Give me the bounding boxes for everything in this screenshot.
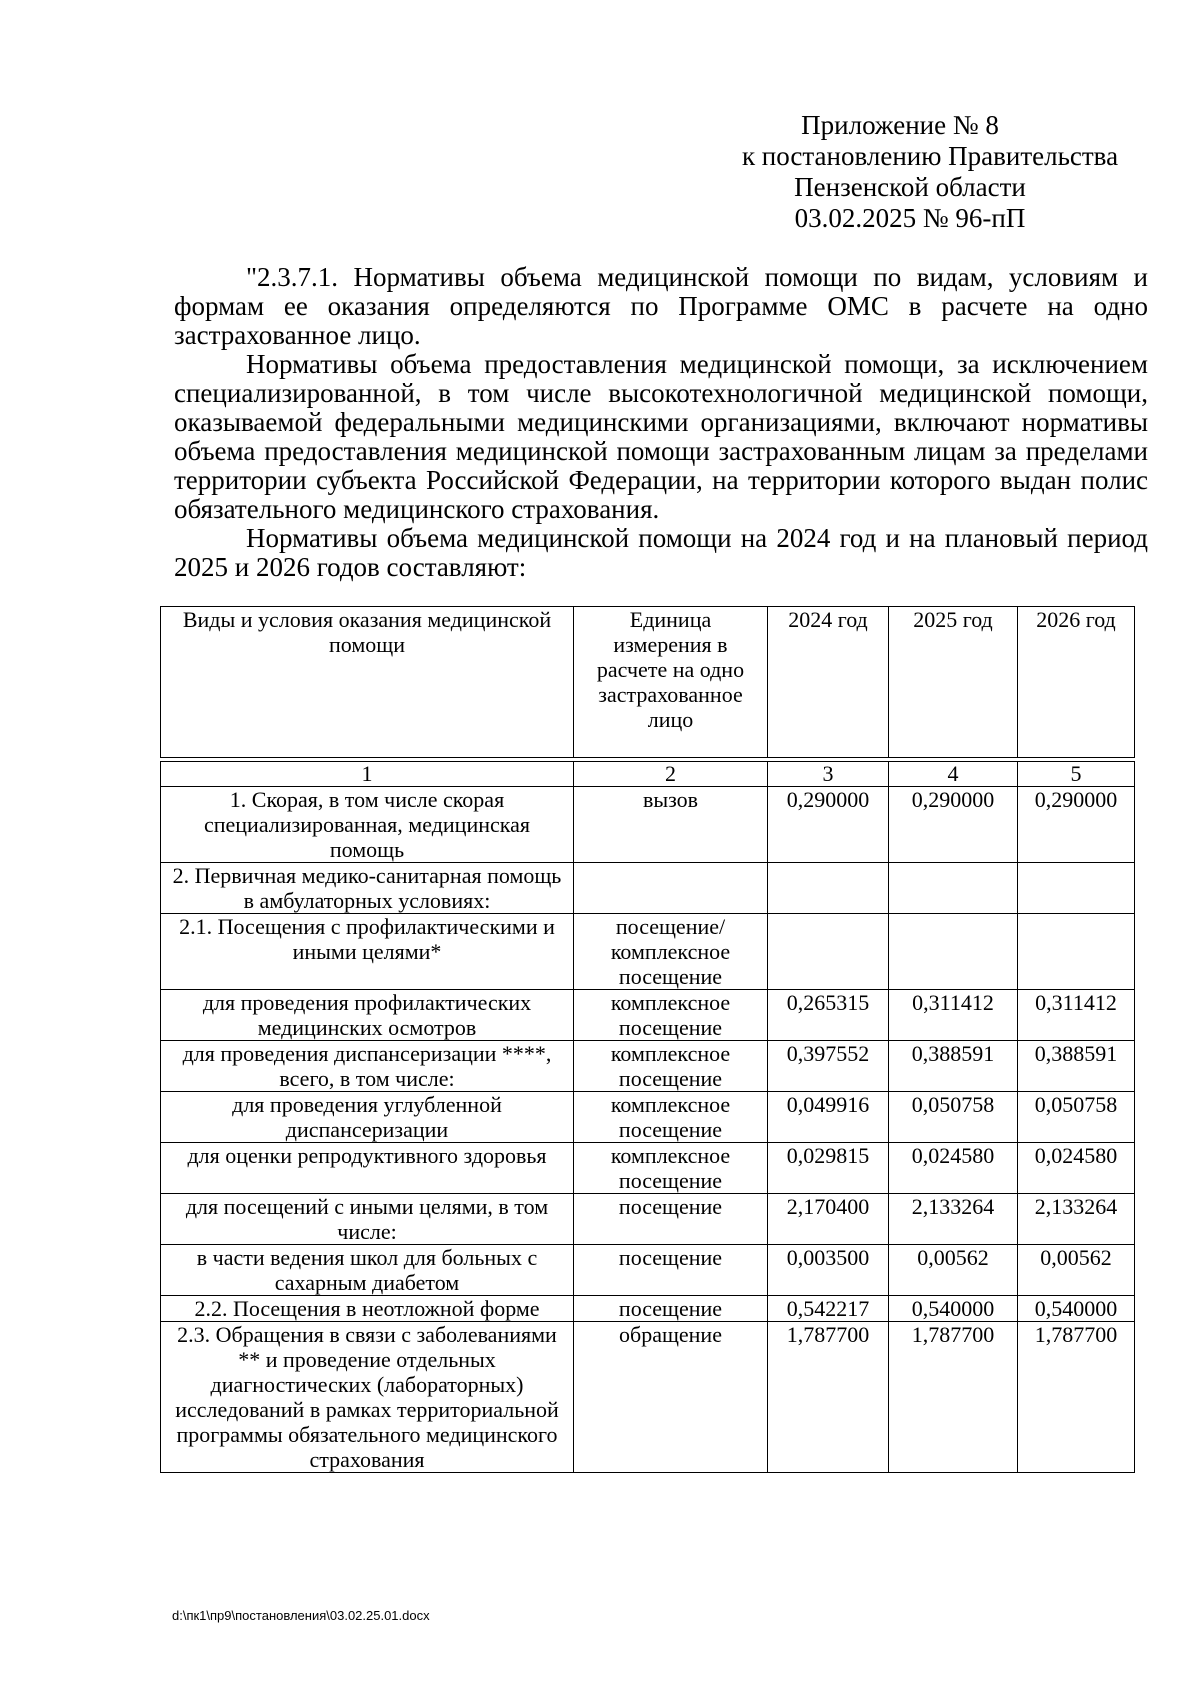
row-cell-type: для проведения диспансеризации ****, всего, в том числе: xyxy=(161,1041,574,1092)
row-cell-2025: 0,050758 xyxy=(889,1092,1018,1143)
row-cell-2025: 0,00562 xyxy=(889,1245,1018,1296)
row-cell-2026: 0,050758 xyxy=(1018,1092,1135,1143)
row-cell-2025: 0,290000 xyxy=(889,787,1018,863)
row-cell-2025: 0,311412 xyxy=(889,990,1018,1041)
row-cell-type: 2. Первичная медико-санитарная помощь в амбулаторных условиях: xyxy=(161,863,574,914)
paragraph-1: "2.3.7.1. Нормативы объема медицинской помощи по видам, условиям и формам ее оказания определяются по Программе ОМС в расчете на одно застрахованное лицо. xyxy=(174,262,1148,350)
row-cell-2026: 0,00562 xyxy=(1018,1245,1135,1296)
header-cell-2026: 2026 год xyxy=(1018,607,1135,758)
row-cell-2026 xyxy=(1018,863,1135,914)
row-cell-2025: 1,787700 xyxy=(889,1322,1018,1473)
row-cell-type: 1. Скорая, в том числе скорая специализированная, медицинская помощь xyxy=(161,787,574,863)
table-row xyxy=(161,990,1135,1041)
row-cell-type: для посещений с иными целями, в том числе: xyxy=(161,1194,574,1245)
file-path-footer: d:\пк1\пр9\постановления\03.02.25.01.docx xyxy=(172,1608,430,1623)
table-row xyxy=(161,1143,1135,1194)
body-text xyxy=(174,263,1148,582)
header-appendix: Приложение № 8 xyxy=(801,110,999,140)
header-cell-2024: 2024 год xyxy=(768,607,889,758)
header-cell-2025: 2025 год xyxy=(889,607,1018,758)
table-index-row xyxy=(161,762,1135,787)
row-cell-unit: комплексное посещение xyxy=(574,990,768,1041)
row-cell-2024: 0,029815 xyxy=(768,1143,889,1194)
row-cell-2026: 0,311412 xyxy=(1018,990,1135,1041)
document-header xyxy=(700,110,1160,234)
row-cell-2026: 2,133264 xyxy=(1018,1194,1135,1245)
row-cell-2025: 0,540000 xyxy=(889,1296,1018,1322)
paragraph-2: Нормативы объема предоставления медицинской помощи, за исключением специализированной, в том числе высокотехнологичной медицинской помощи, оказываемой федеральными медицинскими организациями, включают нормативы объема предоставления медицинской помощи застрахованным лицам за пределами территории субъекта Российской Федерации, на территории которого выдан полис обязательного медицинского страхования. xyxy=(174,349,1148,524)
row-cell-2025 xyxy=(889,914,1018,990)
header-resolution: к постановлению Правительства xyxy=(741,141,1119,171)
row-cell-unit: посещение/ комплексное посещение xyxy=(574,914,768,990)
row-cell-unit xyxy=(574,863,768,914)
row-cell-type: 2.3. Обращения в связи с заболеваниями ** и проведение отдельных диагностических (лабораторных) исследований в рамках территориальной программы обязательного медицинского страхования xyxy=(161,1322,574,1473)
row-cell-2024: 0,290000 xyxy=(768,787,889,863)
row-cell-2026: 1,787700 xyxy=(1018,1322,1135,1473)
row-cell-unit: обращение xyxy=(574,1322,768,1473)
row-cell-2025: 0,388591 xyxy=(889,1041,1018,1092)
header-cell-unit: Единица измерения в расчете на одно застрахованное лицо xyxy=(574,607,768,758)
row-cell-2024: 0,542217 xyxy=(768,1296,889,1322)
row-cell-2024: 2,170400 xyxy=(768,1194,889,1245)
row-cell-2026: 0,024580 xyxy=(1018,1143,1135,1194)
table-row xyxy=(161,1041,1135,1092)
row-cell-2024: 0,003500 xyxy=(768,1245,889,1296)
row-cell-unit: посещение xyxy=(574,1245,768,1296)
table-header-row xyxy=(161,607,1135,758)
row-cell-type: для проведения углубленной диспансеризации xyxy=(161,1092,574,1143)
row-cell-2025: 0,024580 xyxy=(889,1143,1018,1194)
row-cell-2024: 1,787700 xyxy=(768,1322,889,1473)
row-cell-unit: посещение xyxy=(574,1194,768,1245)
paragraph-3: Нормативы объема медицинской помощи на 2024 год и на плановый период 2025 и 2026 годов составляют: xyxy=(174,523,1148,582)
row-cell-2024 xyxy=(768,863,889,914)
row-cell-unit: комплексное посещение xyxy=(574,1092,768,1143)
norms-table xyxy=(160,606,1135,1473)
row-cell-type: в части ведения школ для больных с сахарным диабетом xyxy=(161,1245,574,1296)
row-cell-unit: комплексное посещение xyxy=(574,1041,768,1092)
row-cell-unit: вызов xyxy=(574,787,768,863)
table-row xyxy=(161,787,1135,863)
row-cell-type: для проведения профилактических медицинских осмотров xyxy=(161,990,574,1041)
row-cell-type: для оценки репродуктивного здоровья xyxy=(161,1143,574,1194)
row-cell-2024: 0,049916 xyxy=(768,1092,889,1143)
row-cell-2026: 0,540000 xyxy=(1018,1296,1135,1322)
row-cell-2026: 0,388591 xyxy=(1018,1041,1135,1092)
table-row xyxy=(161,1194,1135,1245)
index-cell: 5 xyxy=(1018,762,1135,787)
header-region: Пензенской области xyxy=(794,172,1026,202)
row-cell-type: 2.1. Посещения с профилактическими и иными целями* xyxy=(161,914,574,990)
header-date-number: 03.02.2025 № 96-пП xyxy=(794,203,1026,233)
index-cell: 2 xyxy=(574,762,768,787)
table-row xyxy=(161,1322,1135,1473)
table-row xyxy=(161,1092,1135,1143)
row-cell-2024: 0,265315 xyxy=(768,990,889,1041)
row-cell-2026: 0,290000 xyxy=(1018,787,1135,863)
row-cell-2024: 0,397552 xyxy=(768,1041,889,1092)
index-cell: 1 xyxy=(161,762,574,787)
header-cell-type: Виды и условия оказания медицинской помощи xyxy=(161,607,574,758)
row-cell-unit: посещение xyxy=(574,1296,768,1322)
table-row xyxy=(161,1245,1135,1296)
row-cell-2026 xyxy=(1018,914,1135,990)
row-cell-unit: комплексное посещение xyxy=(574,1143,768,1194)
row-cell-2024 xyxy=(768,914,889,990)
index-cell: 3 xyxy=(768,762,889,787)
table-row xyxy=(161,914,1135,990)
table-row xyxy=(161,863,1135,914)
row-cell-2025: 2,133264 xyxy=(889,1194,1018,1245)
row-cell-type: 2.2. Посещения в неотложной форме xyxy=(161,1296,574,1322)
row-cell-2025 xyxy=(889,863,1018,914)
table-row xyxy=(161,1296,1135,1322)
index-cell: 4 xyxy=(889,762,1018,787)
